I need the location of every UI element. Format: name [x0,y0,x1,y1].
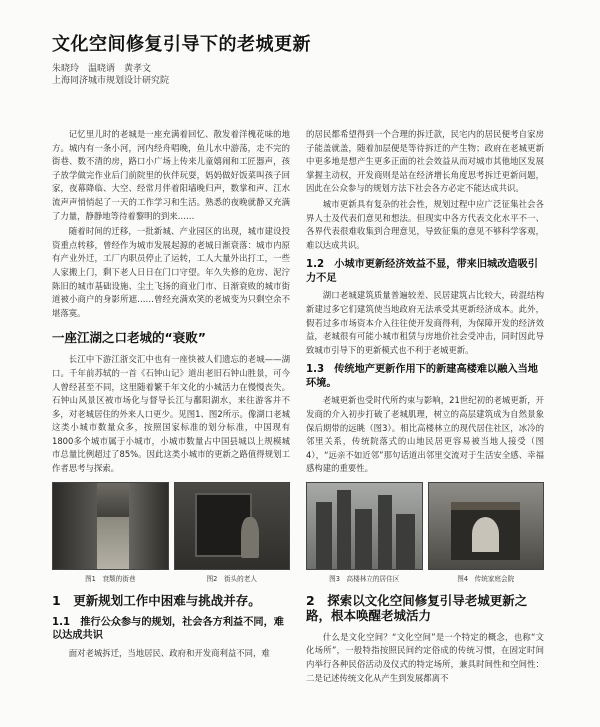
figure-4-caption: 图4 传统家庭会院 [457,574,515,583]
figure-4 [428,482,545,583]
figure-2-caption: 图2 街头的老人 [206,574,257,583]
tower-1 [316,502,332,569]
elder-photo [174,482,291,570]
figure-row-1-2 [52,482,290,583]
figure-1-caption: 图1 衰颓的街巷 [85,574,136,583]
subsection-heading-1-1: 1.1 推行公众参与的规划，社会各方利益不同，难以达成共识 [52,616,284,642]
left-column [52,128,290,662]
towers-photo [306,482,423,570]
figure-3 [306,482,423,583]
right-paragraph-1: 的居民都希望得到一个合理的拆迁款，民宅内的居民便考自家房子能盖就盖，随着加层便是等待拆迁的产生物；政府在老城更新中更多地是想产生更多正面的社会效益从而对城市其他地区发展掌握主动权，开发商则是站在经济增长角度思考拆迁更新问题，因此在公众参与的规划方法下社会各方必定不能达成共识。 [306,129,544,194]
intro-paragraph-1: 记忆里儿时的老城是一座充满着回忆、散发着洋槐花味的地方。城内有一条小河，河内经舟唱晚，鱼儿水中游荡，走不完的街巷、数不清的房，路口小广场上传来儿童嬉闹和工匠器声，孩子放学做完作业后门前院里的伙伴玩耍，妈妈做好饭菜叫孩子回家，夜幕降临、大空、经常月伴着阳墙晚归声，数掌和声、江水流声声悄悄起了一天的工作学习和生活。熟悉的夜晚就静又充满了力量，静静地等待着黎明的到来…… [52,129,290,221]
figure-2 [174,482,291,583]
figure-1 [52,482,169,583]
tower-3 [355,509,372,569]
courtyard-photo [428,482,545,570]
alley-photo [52,482,169,570]
section-paragraph-explore: 什么是文化空间？“文化空间”是一个特定的概念，也称“文化场所”，一般特指按照民间约定俗成的传统习惯，在固定时间内举行各种民俗活动及仪式的特定场所，兼具时间性和空间性：二是记述传统文化从产生到发展都离不 [306,631,544,683]
right-paragraph-2: 城市更新具有复杂的社会性，规划过程中应广泛征集社会各界人士及代表们意见和想法。但现实中各方代表文化水平不一、各界代表很难收集到合理意见，导致征集的意见不够科学客观，难以达成共识。 [306,198,544,250]
author-line: 朱晓玲 温晓谞 黄孝文 [52,64,152,74]
alley-wall-right [129,483,168,569]
page-title: 文化空间修复引导下的老城更新 [52,34,311,55]
arch-shape [472,517,499,551]
section-heading-decline: 一座江湖之口老城的“衰败” [52,330,206,346]
subsection-paragraph-1-3: 老城更新也受时代所约束与影响，21世纪初的老城更新，开发商的介入初步打破了老城肌理，树立的高层建筑成为自然景象保后期带的远眺（图3）。相比高楼林立的现代居住社区，冰冷的邻里关系，传统院落式的山地民居更容易被当地人接受（图4），“远亲不如近邻”那句话道出邻里交流对于生活安全感、幸福感构建的重要性。 [306,395,544,474]
tower-5 [396,514,414,569]
figure-row-3-4 [306,482,544,583]
tower-2 [337,490,351,569]
alley-wall-left [53,483,97,569]
right-column [306,128,544,687]
section-heading-challenges: 1 更新规划工作中困难与挑战并存。 [52,592,261,608]
section-heading-explore: 2 探索以文化空间修复引导老城更新之路，根本唤醒老城活力 [306,592,528,623]
tower-4 [378,495,392,569]
subsection-paragraph-1-1: 面对老城拆迁，当地居民、政府和开发商利益不同，难 [68,647,270,658]
alley-lane [97,517,129,569]
section-paragraph-decline: 长江中下游江浙交汇中也有一座快被人们遗忘的老城——湖口。千年前苏轼的一首《石钟山记》道出老旧石钟山胜景，可今人曾经甚至不同，这里随着繁千年文化的小城活力在慢慢丧失。石钟山风景区被市场化与督导长江与鄱阳湖水，来往游客并不多，对老城居住的外来人口更少。见图1、图2所示。像湖口老城这类小城市数量众多，按照国家标准的划分标准，中国现有1800多个城市属于小城市，小城市数量占中国县城以上规模城市总量比例超过了85%。因此这类小城市的更新之路值得规划工作者思考与探索。 [52,354,290,474]
subsection-heading-1-3: 1.3 传统地产更新作用下的新建高楼难以融入当地环境。 [306,364,538,389]
intro-paragraph-2: 随着时间的迁移，一批新城、产业园区的出现，城市建设投资重点转移，曾经作为城市发展起源的老城日渐衰落：城市内原有产业外迁，工厂内职员停止了运转，工人大量外出打工，一些人家搬上门，剩下老人日日在门口守望。年久失修的危房、泥泞陈旧的城市基础设施、尘土飞扬的商业门市、日渐衰败的城市街道被小商户的身影所遮……曾经充满欢笑的老城变为只剩空余不堪落寞。 [52,226,290,318]
elder-figure [241,517,259,558]
subsection-paragraph-1-2: 湖口老城建筑质量普遍较差、民居建筑占比较大，砖混结构新建过多它们建筑使当地政府无法承受其更新经济成本。此外，假若过多市场资本介入往往使开发商得利，为保障开发的经济效益，老城很有可能小城市租赁与房地价社会受冲击，同时因此导致城市引导下的更新模式也不利于老城更新。 [306,290,544,355]
affiliation-line: 上海同济城市规划设计研究院 [52,76,170,86]
subsection-heading-1-2: 1.2 小城市更新经济效益不显，带来旧城改造吸引力不足 [306,259,538,284]
figure-3-caption: 图3 高楼林立的居住区 [329,574,400,583]
